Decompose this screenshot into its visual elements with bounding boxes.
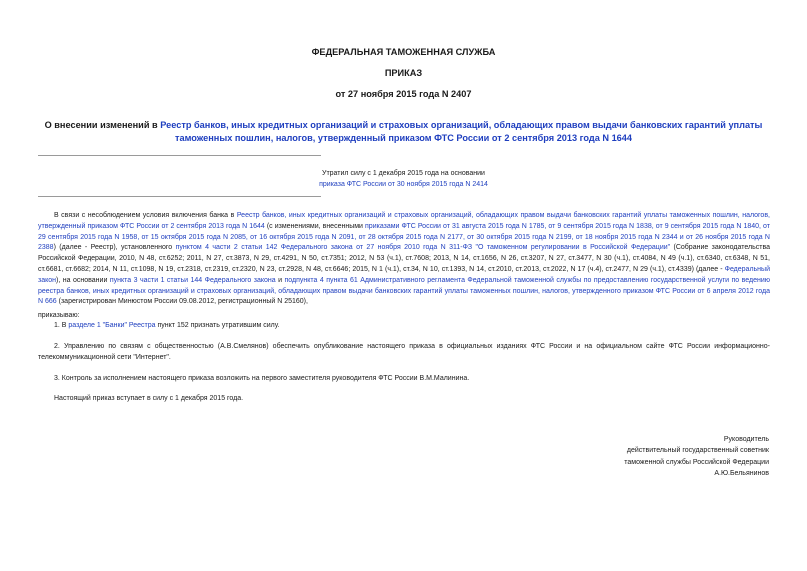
preamble-text: и — [275, 276, 285, 284]
item-text: пункт 152 признать утратившим силу. — [155, 322, 280, 329]
order-item-2: 2. Управлению по связям с общественностью (А.В.Смелянов) обеспечить опубликование настоящего приказа в официальных изданиях ФТС России и на официальном сайте ФТС России информационно-телекоммуникационной сети "Интернет". — [38, 343, 770, 361]
document-title — [40, 119, 767, 145]
effective-date-note: Настоящий приказ вступает в силу с 1 декабря 2015 года. — [54, 395, 244, 402]
lost-force-order-link[interactable]: приказа ФТС России от 30 ноября 2015 года N 2414 — [319, 181, 488, 188]
preamble-text: (с изменениями, внесенными — [264, 222, 366, 230]
preamble-text: ), на основании — [56, 276, 110, 284]
lost-force-basis — [0, 181, 807, 188]
title-registry-link[interactable]: Реестр банков, иных кредитных организаций и страховых организаций, обладающих правом выдачи банковских гарантий уплаты таможенных пошлин, налогов, утвержденный приказом ФТС России от 2 сентября 2013 года N 1644 — [160, 120, 763, 143]
doc-type-heading: ПРИКАЗ — [384, 68, 423, 78]
registry-link[interactable]: Реестр банков, иных кредитных организаций и страховых организаций, обладающих правом выдачи банковских гарантий уплаты таможенных пошлин, налогов, утвержденный приказом ФТС России от 2 сентября 2013 года N 1644 — [38, 212, 770, 230]
order-word: приказываю: — [38, 312, 80, 319]
signer-rank-line-1: действительный государственный советник — [626, 447, 769, 455]
lost-force-note: Утратил силу с 1 декабря 2015 года на основании — [322, 170, 485, 177]
article-144-link[interactable]: пункта 3 части 1 статьи 144 Федерального закона — [109, 276, 276, 284]
signer-role: Руководитель — [723, 436, 769, 443]
divider-top — [38, 155, 321, 156]
signature-block — [624, 434, 769, 479]
signer-rank-line-2: таможенной службы Российской Федерации — [624, 458, 769, 466]
signer-name: А.Ю.Бельянинов — [714, 469, 769, 477]
preamble-text: ) (далее - Реестр), установленного — [53, 244, 176, 252]
federal-law-link[interactable]: Федеральный закон — [38, 265, 770, 284]
agency-heading: ФЕДЕРАЛЬНАЯ ТАМОЖЕННАЯ СЛУЖБА — [311, 47, 496, 57]
order-item-1 — [38, 321, 770, 332]
preamble-text: (Собрание законодательства Российской Федерации, 2010, N 48, ст.6252; 2011, N 27, ст.3873, N 29, ст.4291, N 50, ст.7351; 2012, N 53 (ч.1), ст.7608; 2013, N 14, ст.1656, N 26, ст.3207, N 27, ст.3477, N 30 (ч.1), ст.4084, N 49 (ч.1), ст.6340, ст.6348, N 51, ст.6681, ст.6682; 2014, N 11, ст.1098, N 19, ст.2318, ст.2319, ст.2320, N 23, ст.2928, N 48, ст.6646; 2015, N 1 (ч.1), ст.34, N 10, ст.1393, N 14, ст.2010, ст.2013, ст.2022, N 17 (ч.4), ст.2477, N 29 (ч.1), ст.4339) (далее - — [38, 244, 770, 273]
preamble-text: (зарегистрирован Минюстом России 09.08.2012, регистрационный N 25160), — [56, 298, 308, 306]
preamble-text: В связи с несоблюдением условия включения банка в — [54, 212, 237, 219]
preamble-paragraph — [38, 211, 770, 308]
amending-orders-link[interactable]: приказами ФТС России от 31 августа 2015 года N 1785, от 9 сентября 2015 года N 1838, от 9 сентября 2015 года N 1840, от 29 сентября 2015 года N 1958, от 15 октября 2015 года N 2085, от 16 октября 2015 года N 2091, от 28 октября 2015 года N 2177, от 30 октября 2015 года N 2199, от 18 ноября 2015 года N 2344 и от 26 ноября 2015 года N 2388 — [38, 222, 770, 252]
date-number-heading: от 27 ноября 2015 года N 2407 — [335, 89, 472, 99]
section-1-banks-link[interactable]: разделе 1 "Банки" Реестра — [68, 322, 156, 329]
federal-law-clause-link[interactable]: пунктом 4 части 2 статьи 142 Федерального закона от 27 ноября 2010 года N 311-ФЗ "О таможенном регулировании в Российской Федерации" — [175, 244, 671, 252]
item-text: 1. В — [54, 322, 69, 329]
admin-regulation-link[interactable]: подпункта 4 пункта 61 Административного регламента Федеральной таможенной службы по предоставлению государственной услуги по ведению реестра банков, иных кредитных организаций и страховых организаций, обладающих правом выдачи банковских гарантий уплаты таможенных пошлин, налогов, утвержденного приказом ФТС России от 6 апреля 2012 года N 666 — [38, 276, 770, 306]
order-item-3: 3. Контроль за исполнением настоящего приказа возложить на первого заместителя руководителя ФТС России В.М.Малинина. — [54, 375, 470, 382]
divider-bottom — [38, 196, 321, 197]
title-text: О внесении изменений в — [44, 120, 161, 130]
